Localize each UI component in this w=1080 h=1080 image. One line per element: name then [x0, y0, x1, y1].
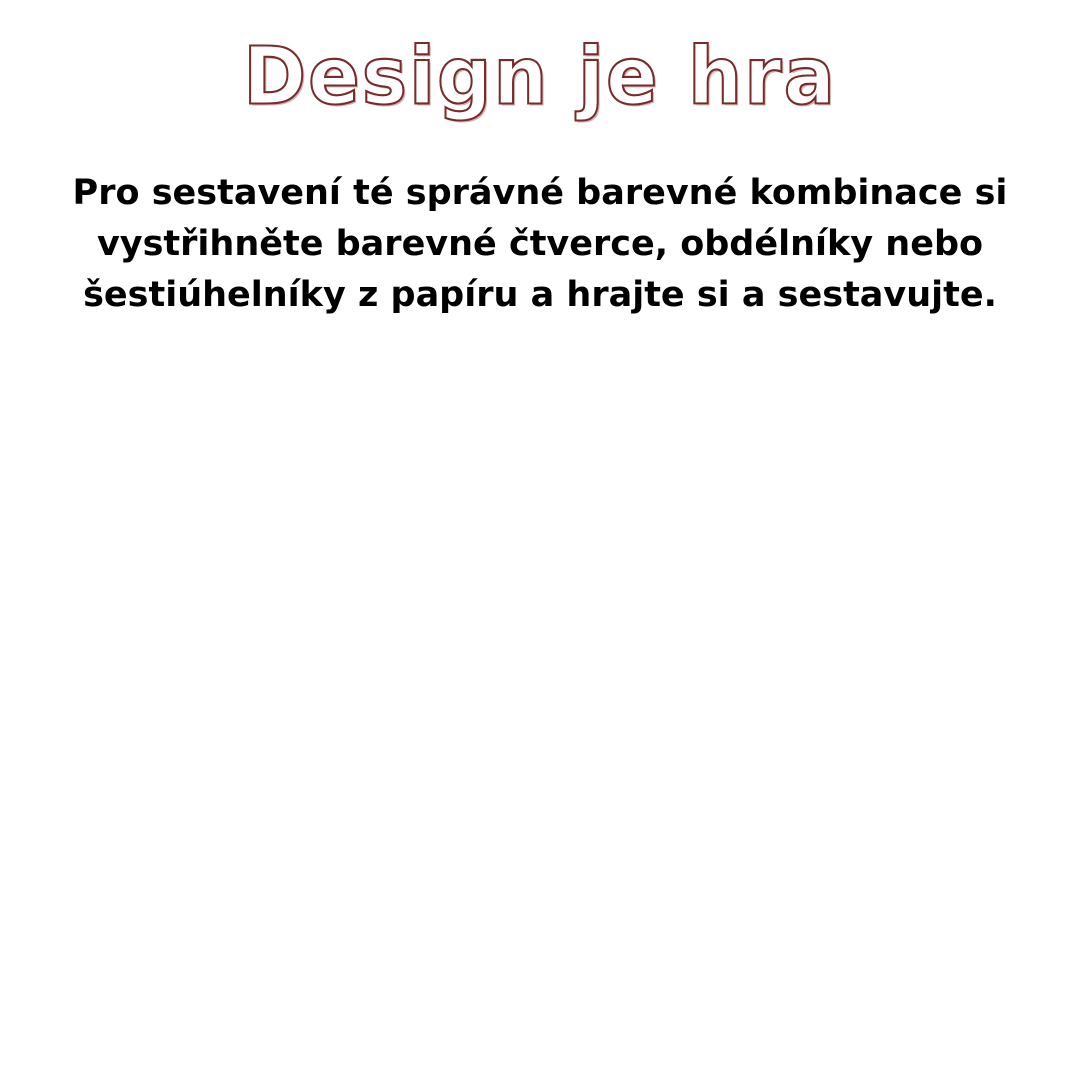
page-title: Design je hra: [243, 28, 837, 123]
instruction-paragraph: Pro sestavení té správné barevné kombinace si vystřihněte barevné čtverce, obdélníky nebo šestiúhelníky z papíru a hrajte si a sestavujte.: [72, 173, 1008, 315]
blank-canvas-area: [0, 350, 1080, 1080]
title-container: [0, 28, 1080, 123]
